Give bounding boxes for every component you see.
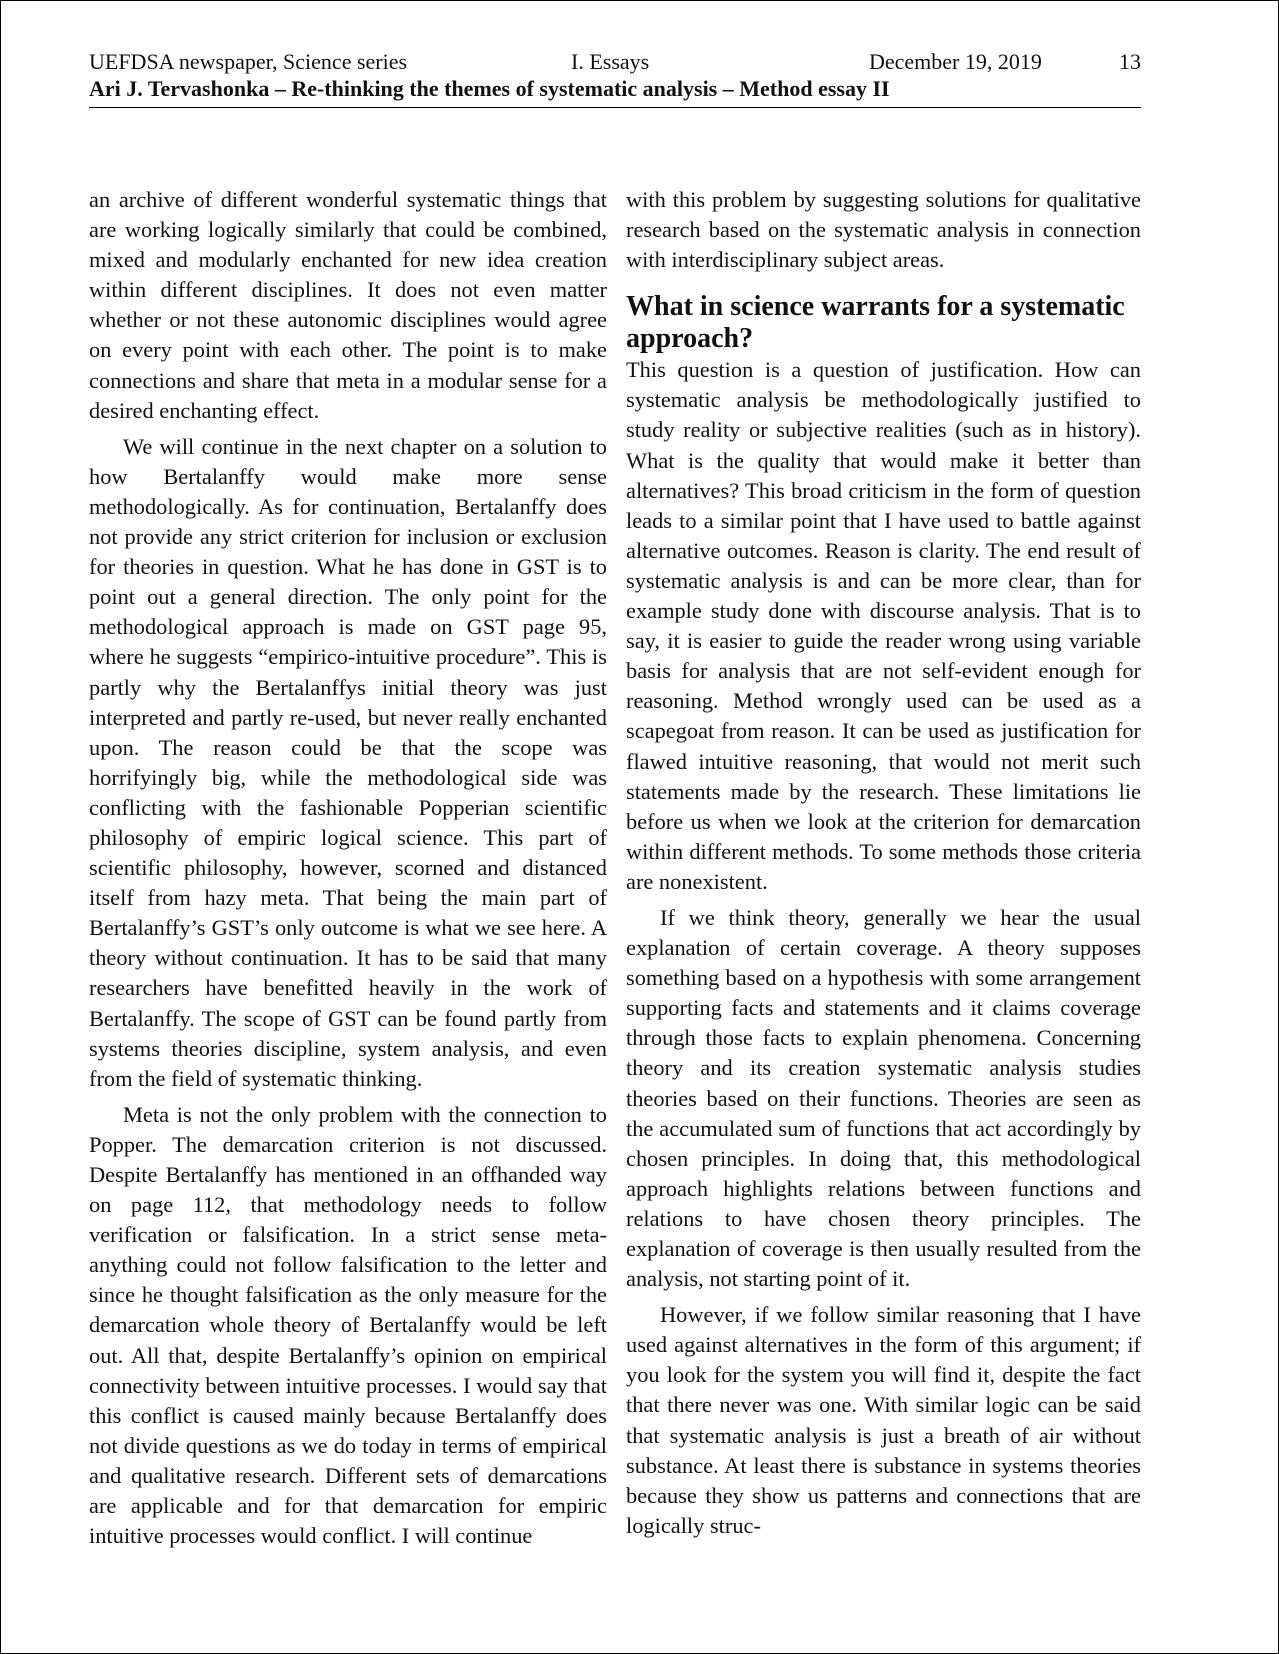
paragraph: This question is a question of justification. How can systematic analysis be methodologically justified to study reality or subjective realities (such as in history). What is the quality that would make it better than alternatives? This broad criticism in the form of question leads to a similar point that I have used to battle against alternative outcomes. Reason is clarity. The end result of systematic analysis is and can be more clear, than for example study done with discourse analysis. That is to say, it is easier to guide the reader wrong using variable basis for analysis that are not self-evident enough for reasoning. Method wrongly used can be used as a scapegoat from reason. It can be used as justification for flawed intuitive reasoning, that would not merit such statements made by the research. These limitations lie before us when we look at the criterion for demarcation within different methods. To some methods those criteria are nonexistent. xyxy=(626,357,1141,894)
paragraph: If we think theory, generally we hear the usual explanation of certain coverage. A theory supposes something based on a hypothesis with some arrangement supporting facts and statements and it claims coverage through those facts to explain phenomena. Concerning theory and its creation systematic analysis studies theories based on their functions. Theories are seen as the accumulated sum of functions that act accordingly by chosen principles. In doing that, this methodological approach highlights relations between functions and relations to have chosen theory principles. The explanation of coverage is then usually resulted from the analysis, not starting point of it. xyxy=(626,904,1141,1292)
section-heading: What in science warrants for a systematic approach? xyxy=(626,291,1125,355)
publication-name: UEFDSA newspaper, Science series xyxy=(89,49,408,74)
paragraph: with this problem by suggesting solutions for qualitative research based on the systematic analysis in connection with interdisciplinary subject areas. xyxy=(626,187,1141,273)
left-column xyxy=(89,185,607,1557)
article-title-line: Ari J. Tervashonka – Re-thinking the themes of systematic analysis – Method essay II xyxy=(89,75,1141,108)
page-header xyxy=(89,49,1141,108)
header-line xyxy=(89,49,1141,75)
paragraph: Meta is not the only problem with the connection to Popper. The demarcation criterion is not discussed. Despite Bertalanffy has mentioned in an offhanded way on page 112, that methodology needs to follow verification or falsification. In a strict sense meta- anything could not follow falsification to the letter and since he thought falsification as the only measure for the demarcation whole theory of Bertalanffy would be left out. All that, despite Bertalanffy’s opinion on empirical connectivity between intuitive processes. I would say that this conflict is caused mainly because Bertalanffy does not divide questions as we do today in terms of empirical and qualitative research. Different sets of demarcations are applicable and for that demarcation for empiric intuitive processes would conflict. I will continue xyxy=(89,1101,607,1549)
right-column xyxy=(626,185,1141,1547)
publication-date: December 19, 2019 xyxy=(869,49,1042,74)
paragraph: However, if we follow similar reasoning that I have used against alternatives in the form of this argument; if you look for the system you will find it, despite the fact that there never was one. With similar logic can be said that systematic analysis is just a breath of air without substance. At least there is substance in systems theories because they show us patterns and connections that are logically struc- xyxy=(626,1302,1141,1538)
page-number: 13 xyxy=(1119,49,1141,74)
paragraph: an archive of different wonderful systematic things that are working logically similarly that could be combined, mixed and modularly enchanted for new idea creation within different disciplines. It does not even matter whether or not these autonomic disciplines would agree on every point with each other. The point is to make connections and share that meta in a modular sense for a desired enchanting effect. xyxy=(89,187,607,423)
section-name: I. Essays xyxy=(571,49,650,74)
paragraph: We will continue in the next chapter on a solution to how Bertalanffy would make more sense methodologically. As for continuation, Bertalanffy does not provide any strict criterion for inclusion or exclusion for theories in question. What he has done in GST is to point out a general direction. The only point for the methodological approach is made on GST page 95, where he suggests “empirico-intuitive procedure”. This is partly why the Bertalanffys initial theory was just interpreted and partly re-used, but never really enchanted upon. The reason could be that the scope was horrifyingly big, while the methodological side was conflicting with the fashionable Popperian scientific philosophy of empiric logical science. This part of scientific philosophy, however, scorned and distanced itself from hazy meta. That being the main part of Bertalanffy’s GST’s only outcome is what we see here. A theory without continuation. It has to be said that many researchers have benefitted heavily in the work of Bertalanffy. The scope of GST can be found partly from systems theories discipline, system analysis, and even from the field of systematic thinking. xyxy=(89,433,607,1091)
